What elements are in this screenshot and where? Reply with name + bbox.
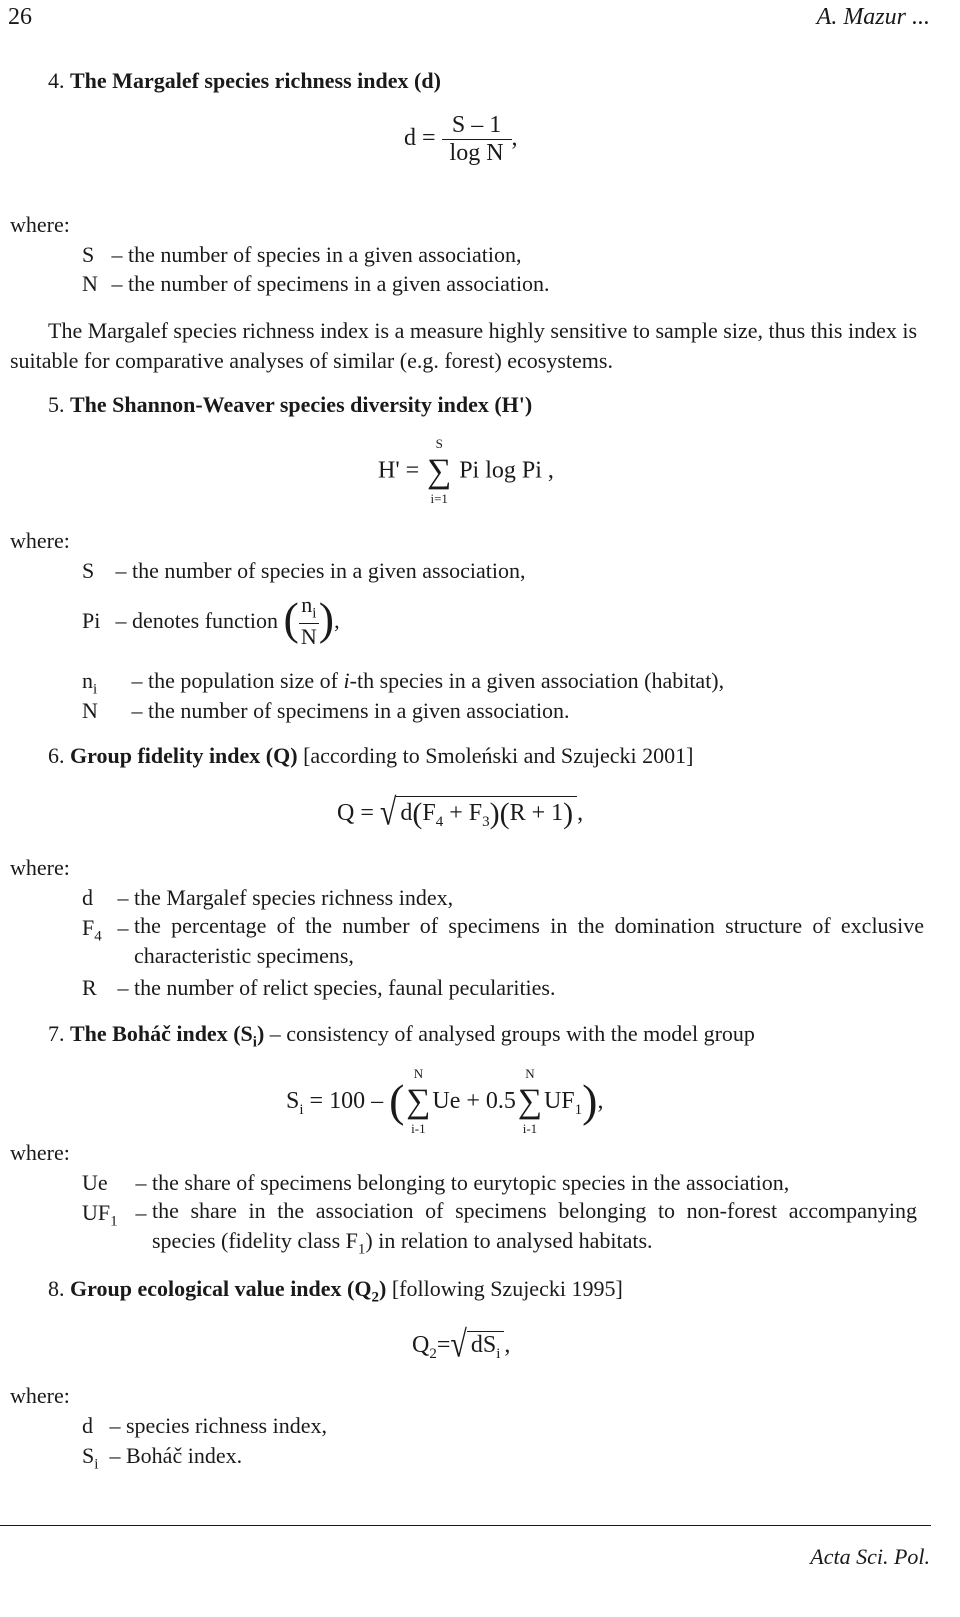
bohac-equation: [286, 1066, 604, 1137]
def-desc: the number of specimens in a given association.: [148, 698, 570, 723]
def-dash: –: [109, 1443, 121, 1468]
sum-upper-limit: N: [413, 1066, 424, 1082]
right-paren: ): [582, 1075, 598, 1126]
def-desc: the share of specimens belonging to eurytopic species in the association,: [152, 1170, 790, 1195]
def-dash: –: [135, 1200, 147, 1225]
where-label: where:: [10, 1383, 70, 1408]
eq-body: Pi log Pi ,: [459, 457, 554, 484]
definition-row: [82, 1413, 327, 1443]
sqrt-body: [467, 1331, 505, 1363]
s-symbol: S: [286, 1088, 300, 1114]
subscript: i: [252, 1034, 257, 1051]
n-symbol: n: [301, 592, 313, 618]
subscript: i: [496, 1345, 501, 1362]
def-dash: –: [111, 242, 123, 267]
eq-tail: ,: [577, 800, 584, 826]
fraction: [299, 592, 319, 649]
running-head: A. Mazur ...: [816, 4, 930, 30]
sum-symbol: ∑ N i-1: [517, 1066, 543, 1137]
denominator: N: [300, 623, 317, 649]
uf-term: UF: [543, 1088, 575, 1114]
subscript: i: [94, 1456, 99, 1473]
definition-row: [82, 1443, 242, 1473]
def-dash: –: [109, 1413, 121, 1438]
def-symbol: [82, 975, 112, 1005]
section-number: 4.: [48, 68, 65, 93]
sym-base: F: [82, 915, 95, 940]
subscript: 4: [435, 813, 444, 830]
def-desc: the Margalef species richness index,: [134, 885, 454, 910]
group-fidelity-equation: [337, 791, 584, 833]
desc-part: -th species in a given association (habitat),: [349, 668, 725, 693]
r-term: R + 1: [509, 800, 564, 826]
def-desc: the number of specimens in a given association.: [128, 271, 550, 296]
sym-base: d: [82, 1413, 93, 1438]
def-symbol: S: [82, 242, 95, 267]
left-paren: (: [412, 797, 423, 830]
section-title: [70, 1276, 387, 1306]
where-label: where:: [10, 528, 70, 553]
section-5-heading: [48, 390, 532, 420]
def-dash: –: [117, 975, 129, 1000]
section-title: [70, 1021, 265, 1051]
left-paren: (: [283, 593, 299, 644]
eq-lhs: d =: [404, 125, 436, 152]
definition-row: [82, 242, 521, 268]
where-label: where:: [10, 1140, 70, 1165]
ue-term: Ue + 0.5: [432, 1088, 516, 1114]
q-symbol: Q: [412, 1332, 430, 1358]
def-symbol: [82, 1443, 104, 1473]
desc-part: the population size of: [148, 668, 344, 693]
left-paren: (: [499, 797, 510, 830]
sum-upper-limit: N: [525, 1066, 535, 1082]
sym-base: S: [82, 1443, 95, 1468]
def-symbol: [82, 668, 126, 698]
sym-base: n: [82, 668, 93, 693]
definition-row: [82, 1200, 917, 1264]
sqrt-sign: √: [450, 1323, 467, 1365]
page-number: 26: [8, 4, 32, 30]
section-8-heading: [48, 1274, 623, 1312]
numerator: S – 1: [442, 112, 512, 140]
section-7-heading: [48, 1019, 755, 1057]
def-desc: Boháč index.: [126, 1443, 243, 1468]
right-paren: ): [489, 797, 500, 830]
left-paren: (: [389, 1075, 405, 1126]
def-dash: –: [111, 271, 123, 296]
section-number: 8.: [48, 1276, 65, 1301]
section-citation: [following Szujecki 1995]: [391, 1276, 623, 1301]
def-desc: [148, 668, 724, 693]
eq-tail: ,: [597, 1088, 604, 1114]
subscript: 1: [357, 1241, 366, 1258]
def-desc: the number of species in a given association,: [128, 242, 522, 267]
section-title: Group fidelity index (Q): [70, 743, 298, 768]
section-title: The Margalef species richness index (d): [70, 68, 441, 93]
def-symbol: Pi: [82, 607, 101, 633]
definition-row: [82, 975, 556, 1005]
sum-lower-limit: i-1: [411, 1121, 426, 1137]
desc-italic: i: [343, 668, 350, 693]
subscript: i: [93, 681, 98, 698]
def-symbol: [82, 1170, 130, 1200]
title-part: ): [256, 1021, 265, 1046]
title-part: ): [378, 1276, 387, 1301]
eq-const: = 100 –: [309, 1088, 384, 1114]
def-desc: species richness index,: [126, 1413, 327, 1438]
subscript: i: [312, 605, 317, 622]
fraction: [442, 112, 512, 167]
section-title: The Shannon-Weaver species diversity index (H'): [70, 392, 533, 417]
eq-lhs: Q =: [337, 800, 374, 826]
subscript: 2: [371, 1289, 379, 1306]
eq-lhs: H' =: [378, 457, 420, 484]
sum-upper-limit: S: [435, 436, 443, 451]
margalef-equation: [404, 112, 518, 167]
eq-tail: ,: [511, 125, 518, 152]
def-desc: the number of species in a given association,: [132, 558, 526, 583]
section-citation: [according to Smoleński and Szujecki 2001]: [303, 743, 694, 768]
definition-row: [82, 698, 570, 724]
footer-rule: [0, 1525, 931, 1526]
section-6-heading: [48, 741, 693, 771]
where-label: where:: [10, 212, 70, 237]
sum-lower-limit: i-1: [522, 1121, 538, 1137]
section-number: 7.: [48, 1021, 65, 1046]
sum-lower-limit: i=1: [430, 491, 448, 506]
ds-term: dS: [470, 1332, 497, 1358]
desc-part: ) in relation to analysed habitats.: [365, 1228, 653, 1253]
right-paren: ): [318, 593, 335, 644]
numerator: [299, 592, 319, 622]
definition-row-pi: [82, 592, 340, 650]
def-desc: [152, 1196, 917, 1264]
def-dash: –: [117, 915, 129, 940]
ecological-value-equation: [412, 1323, 511, 1365]
d-symbol: d: [400, 800, 413, 826]
sym-base: d: [82, 885, 93, 910]
section-number: 5.: [48, 392, 65, 417]
shannon-equation: [378, 436, 554, 506]
def-symbol: [82, 1200, 130, 1230]
journal-name: Acta Sci. Pol.: [810, 1544, 930, 1569]
def-dash: –: [131, 668, 143, 693]
section-subtitle: – consistency of analysed groups with the model group: [269, 1021, 755, 1046]
definition-row: [82, 915, 924, 971]
subscript: 4: [94, 928, 102, 945]
def-symbol: N: [82, 698, 98, 723]
sum-symbol: ∑ S i=1: [427, 436, 452, 506]
title-part: The Boháč index (S: [70, 1021, 253, 1046]
definition-row: [82, 558, 525, 584]
sqrt-body: [396, 796, 577, 831]
f3-symbol: F: [468, 800, 483, 826]
desc-part: the share in the association of specimens belonging to non-forest accompanying species (fidelity class F: [152, 1198, 917, 1253]
def-dash: –: [135, 1170, 147, 1195]
subscript: 1: [574, 1101, 583, 1118]
def-dash: –: [131, 698, 143, 723]
def-desc: the percentage of the number of specimens in the domination structure of exclusive characteristic specimens,: [134, 913, 924, 968]
eq-tail: ,: [334, 607, 340, 633]
plus-sign: +: [449, 800, 463, 826]
definition-row: [82, 668, 724, 698]
body-paragraph: The Margalef species richness index is a measure highly sensitive to sample size, thus this index is suitable for comparative analyses of similar (e.g. forest) ecosystems.: [10, 318, 918, 373]
subscript: 3: [482, 813, 490, 830]
title-part: Group ecological value index (Q: [70, 1276, 372, 1301]
sqrt-sign: √: [379, 791, 397, 833]
f4-symbol: F: [422, 800, 436, 826]
def-dash: –: [117, 885, 129, 910]
def-symbol: N: [82, 271, 98, 296]
section-4-heading: [48, 66, 441, 96]
sym-base: R: [82, 975, 97, 1000]
sum-symbol: ∑ N i-1: [406, 1066, 431, 1137]
where-label: where:: [10, 855, 70, 880]
def-symbol: [82, 1413, 104, 1443]
subscript: 2: [429, 1345, 437, 1362]
section-number: 6.: [48, 743, 65, 768]
equals-sign: =: [436, 1332, 451, 1358]
def-symbol: [82, 885, 112, 915]
def-symbol: S: [82, 558, 95, 583]
def-dash: –: [115, 558, 127, 583]
right-paren: ): [563, 797, 574, 830]
def-symbol: [82, 915, 112, 945]
definition-row: [82, 271, 550, 297]
def-dash: –: [115, 607, 127, 633]
denominator: log N: [449, 140, 504, 166]
def-desc: denotes function: [132, 607, 279, 633]
def-desc: the number of relict species, faunal pecularities.: [134, 975, 556, 1000]
eq-tail: ,: [504, 1332, 511, 1358]
subscript: 1: [110, 1213, 118, 1230]
subscript: i: [299, 1101, 304, 1118]
sym-base: UF: [82, 1200, 111, 1225]
sym-base: Ue: [82, 1170, 108, 1195]
